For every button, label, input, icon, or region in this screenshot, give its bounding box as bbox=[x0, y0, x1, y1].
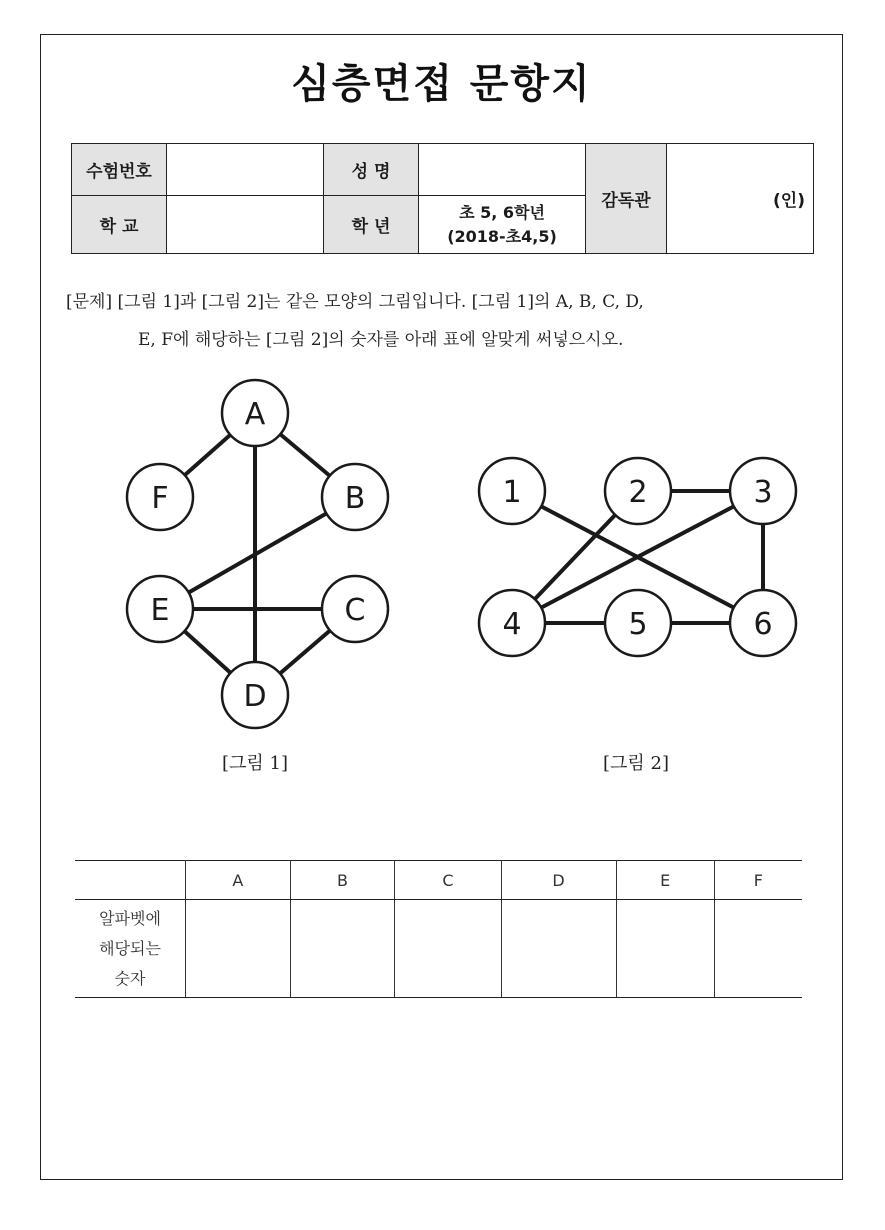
answer-col-header: F bbox=[714, 861, 802, 900]
answer-cell-c[interactable] bbox=[395, 900, 501, 998]
figure1-node-label-D: D bbox=[243, 679, 267, 714]
figure1-graph bbox=[127, 380, 388, 728]
answer-row-label bbox=[75, 900, 186, 998]
figure2-caption: [그림 2] bbox=[603, 753, 669, 774]
answer-row-label-line: 알파벳에 bbox=[99, 908, 161, 928]
grade-label: 학 년 bbox=[324, 196, 419, 254]
answer-cell-d[interactable] bbox=[501, 900, 616, 998]
exam-number-label: 수험번호 bbox=[72, 144, 167, 196]
figure1-node-label-A: A bbox=[244, 397, 266, 432]
figure1-caption: [그림 1] bbox=[222, 753, 288, 774]
answer-cell-b[interactable] bbox=[290, 900, 395, 998]
answer-col-header: C bbox=[395, 861, 501, 900]
figure2-node-label-4: 4 bbox=[502, 607, 522, 642]
answer-row-label-line: 해당되는 bbox=[99, 938, 161, 958]
figure2-node-label-2: 2 bbox=[628, 475, 648, 510]
figure1-node-label-B: B bbox=[344, 481, 366, 516]
answer-col-header: B bbox=[290, 861, 395, 900]
figure2-node-label-3: 3 bbox=[753, 475, 773, 510]
figure2-graph bbox=[479, 458, 796, 656]
answer-row-label-line: 숫자 bbox=[114, 968, 146, 988]
answer-cell-e[interactable] bbox=[616, 900, 714, 998]
grade-value-line1: 초 5, 6학년 bbox=[459, 202, 545, 222]
supervisor-label: 감독관 bbox=[586, 144, 667, 254]
supervisor-seal[interactable]: (인) bbox=[667, 144, 814, 254]
figure1-node-label-E: E bbox=[150, 593, 170, 628]
figure2-node-label-1: 1 bbox=[502, 475, 522, 510]
answer-cell-a[interactable] bbox=[186, 900, 291, 998]
figure1-node-label-F: F bbox=[151, 481, 169, 516]
answer-table bbox=[75, 860, 802, 998]
answer-col-header: D bbox=[501, 861, 616, 900]
question-line-2: E, F에 해당하는 [그림 2]의 숫자를 아래 표에 알맞게 써넣으시오. bbox=[138, 330, 624, 350]
grade-value-line2: (2018-초4,5) bbox=[447, 226, 557, 246]
answer-col-header: A bbox=[186, 861, 291, 900]
name-label: 성 명 bbox=[324, 144, 419, 196]
figure2-node-label-5: 5 bbox=[628, 607, 648, 642]
answer-header-blank bbox=[75, 861, 186, 900]
figure1-node-label-C: C bbox=[344, 593, 366, 628]
page-title: 심층면접 문항지 bbox=[291, 61, 592, 107]
question-line-1: [문제] [그림 1]과 [그림 2]는 같은 모양의 그림입니다. [그림 1]의 A, B, C, D, bbox=[66, 292, 644, 312]
school-label: 학 교 bbox=[72, 196, 167, 254]
answer-col-header: E bbox=[616, 861, 714, 900]
answer-cell-f[interactable] bbox=[714, 900, 802, 998]
figure2-node-label-6: 6 bbox=[753, 607, 773, 642]
